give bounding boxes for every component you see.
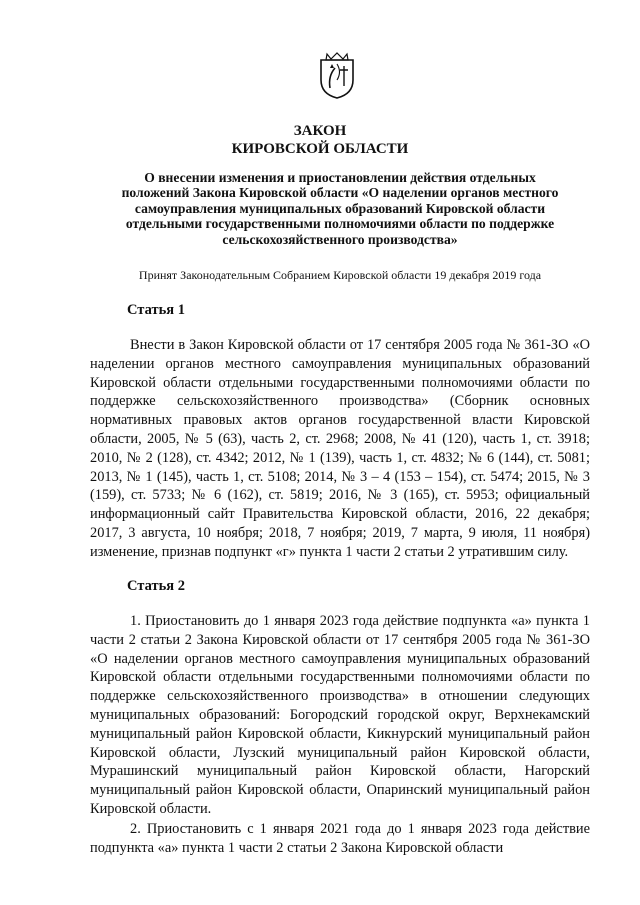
article-1-body xyxy=(90,336,590,562)
article-1-heading: Статья 1 xyxy=(127,302,185,318)
article-2-paragraph-2: 2. Приостановить с 1 января 2021 года до 1 января 2023 года действие подпункта «а» пункта 1 части 2 статьи 2 Закона Кировской области xyxy=(90,820,590,856)
law-title-line1: ЗАКОН xyxy=(293,123,347,139)
article-2-paragraph-1: 1. Приостановить до 1 января 2023 года действие подпункта «а» пункта 1 части 2 статьи 2 Закона Кировской области от 17 сентября 2005 года № 361-ЗО «О наделении органов местного самоуправления муниципальных образований Кировской области отдельными государственными полномочиями области по поддержке сельскохозяйственного производства» в отношении следующих муниципальных образований: Богородский городской округ, Верхнекамский муниципальный район Кировской области, Кикнурский муниципальный район Кировской области, Лузский муниципальный район Кировской области, Мурашинский муниципальный район Кировской области, Нагорский муниципальный район Кировской области, Опаринский муниципальный район Кировской области. xyxy=(90,613,590,817)
law-title-line2: КИРОВСКОЙ ОБЛАСТИ xyxy=(231,141,409,157)
article-1-text: Внести в Закон Кировской области от 17 сентября 2005 года № 361-ЗО «О наделении органов местного самоуправления муниципальных образований Кировской области отдельными государственными полномочиями области по поддержке сельскохозяйственного производства» (Сборник основных нормативных правовых актов органов государственной власти Кировской области, 2005, № 5 (63), часть 2, ст. 2968; 2008, № 41 (120), часть 1, ст. 3918; 2010, № 2 (128), ст. 4342; 2012, № 1 (139), часть 1, ст. 4832; № 6 (144), ст. 5081; 2013, № 1 (145), часть 1, ст. 5108; 2014, № 3 – 4 (153 – 154), ст. 5474; 2015, № 3 (159), ст. 5733; № 6 (162), ст. 5819; 2016, № 3 (165), ст. 5953; официальный информационный сайт Правительства Кировской области, 2016, 22 декабря; 2017, 3 августа, 10 ноября; 2018, 7 ноября; 2019, 7 марта, 9 июля, 11 ноября) изменение, признав подпункт «г» пункта 1 части 2 статьи 2 утратившим силу. xyxy=(90,337,590,560)
article-2-body xyxy=(90,612,590,857)
article-2-heading: Статья 2 xyxy=(127,578,185,594)
law-title xyxy=(0,122,640,158)
adoption-note: Принят Законодательным Собранием Кировской области 19 декабря 2019 года xyxy=(138,268,542,282)
kirov-coat-of-arms-icon xyxy=(318,50,356,100)
law-subtitle: О внесении изменения и приостановлении действия отдельных положений Закона Кировской области «О наделении органов местного самоуправления муниципальных образований Кировской области отдельными государственными полномочиями области по поддержке сельскохозяйственного производства» xyxy=(121,170,559,247)
